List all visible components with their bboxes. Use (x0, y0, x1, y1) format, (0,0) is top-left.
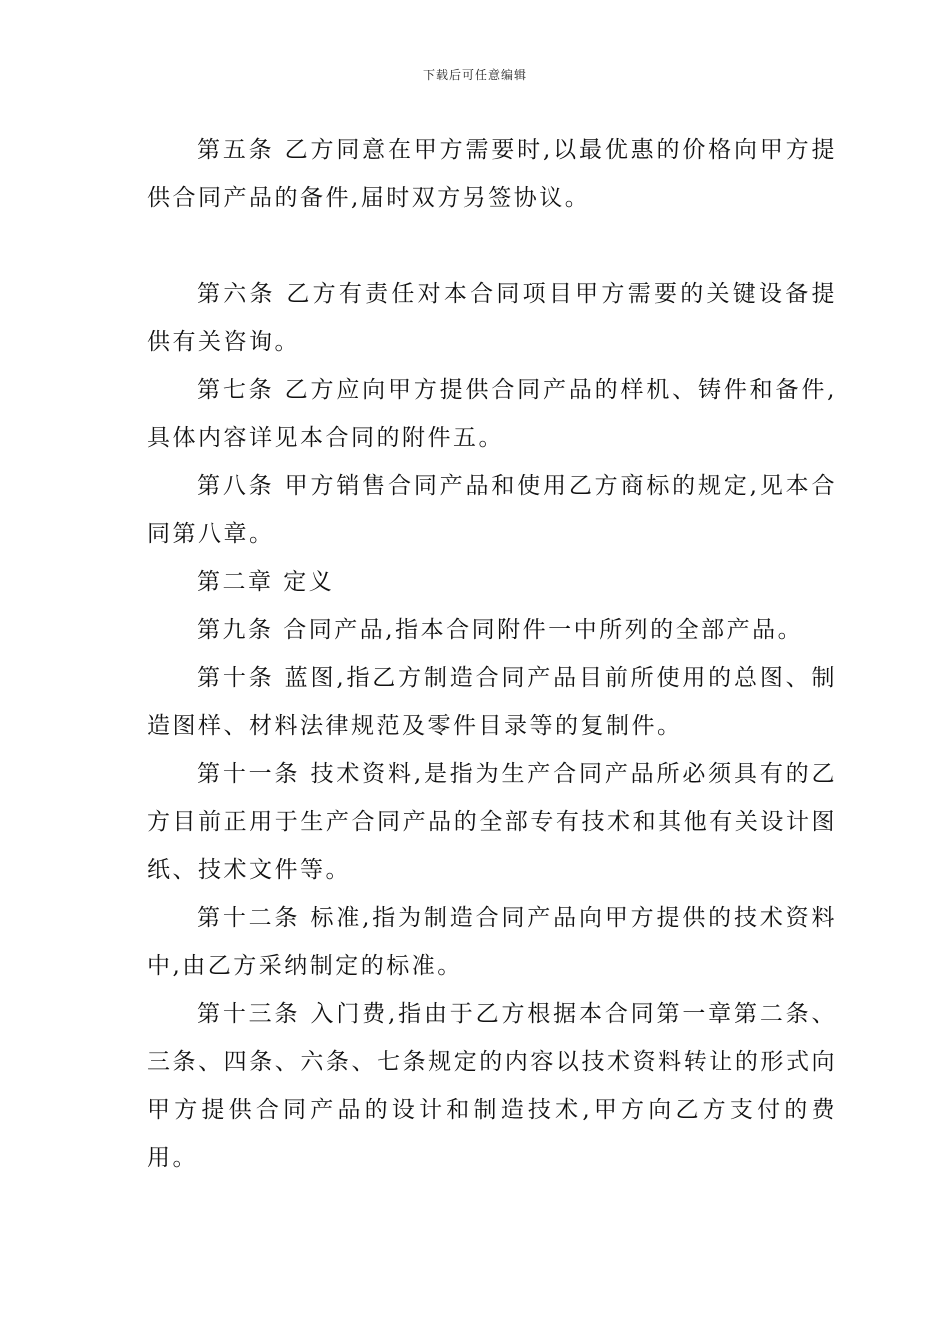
article-11: 第十一条 技术资料,是指为生产合同产品所必须具有的乙方目前正用于生产合同产品的全部专有技术和其他有关设计图纸、技术文件等。 (147, 761, 837, 883)
article-9: 第九条 合同产品,指本合同附件一中所列的全部产品。 (197, 617, 804, 643)
article-6: 第六条 乙方有责任对本合同项目甲方需要的关键设备提供有关咨询。 (147, 281, 837, 355)
article-8: 第八条 甲方销售合同产品和使用乙方商标的规定,见本合同第八章。 (147, 473, 837, 547)
article-5: 第五条 乙方同意在甲方需要时,以最优惠的价格向甲方提供合同产品的备件,届时双方另签协议。 (147, 137, 837, 211)
article-7: 第七条 乙方应向甲方提供合同产品的样机、铸件和备件,具体内容详见本合同的附件五。 (147, 377, 837, 451)
chapter-2-heading: 第二章 定义 (197, 569, 335, 595)
page-header: 下载后可任意编辑 (422, 68, 527, 82)
document-body (147, 126, 837, 1182)
article-13: 第十三条 入门费,指由于乙方根据本合同第一章第二条、三条、四条、六条、七条规定的内容以技术资料转让的形式向甲方提供合同产品的设计和制造技术,甲方向乙方支付的费用。 (147, 1001, 837, 1171)
article-10: 第十条 蓝图,指乙方制造合同产品目前所使用的总图、制造图样、材料法律规范及零件目录等的复制件。 (147, 665, 837, 739)
article-12: 第十二条 标准,指为制造合同产品向甲方提供的技术资料中,由乙方采纳制定的标准。 (147, 905, 837, 979)
